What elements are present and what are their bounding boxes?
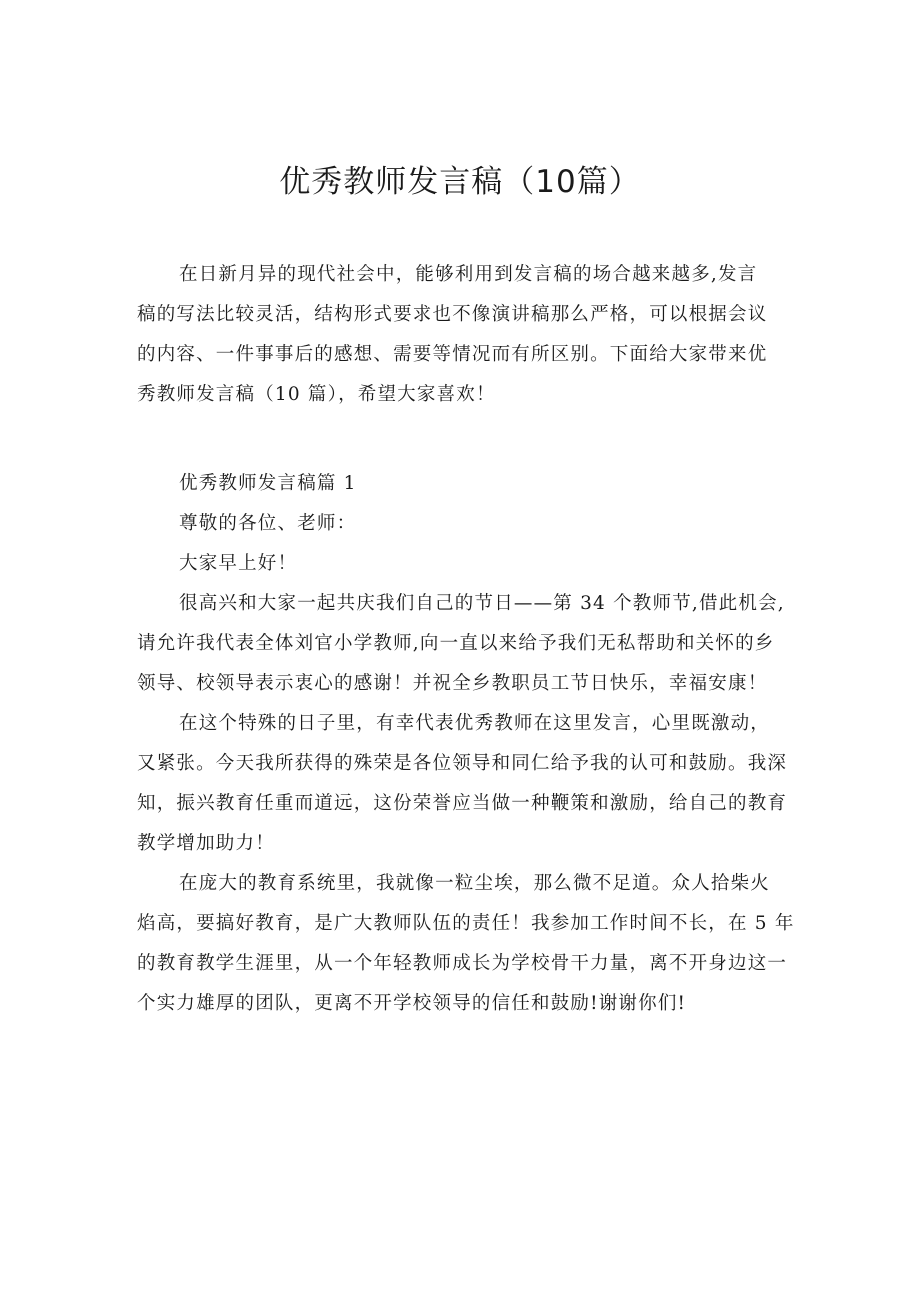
intro-line: 秀教师发言稿（10 篇），希望大家喜欢！ [137, 384, 496, 405]
paragraph-line: 教学增加助力！ [137, 833, 275, 854]
section-heading-text: 优秀教师发言稿篇 1 [179, 473, 357, 494]
salutation-text: 尊敬的各位、老师： [179, 513, 357, 534]
document-body [137, 255, 797, 1024]
section-heading [137, 464, 797, 504]
paragraph-line: 请允许我代表全体刘官小学教师,向一直以来给予我们无私帮助和关怀的乡 [137, 633, 775, 654]
page-title: 优秀教师发言稿（10篇） [279, 164, 641, 200]
body-paragraph-1 [137, 584, 797, 704]
paragraph-line: 很高兴和大家一起共庆我们自己的节日——第 34 个教师节,借此机会, [179, 593, 785, 614]
paragraph-line: 领导、校领导表示衷心的感谢！并祝全乡教职员工节日快乐，幸福安康！ [137, 673, 768, 694]
body-paragraph-3 [137, 864, 797, 1024]
body-paragraph-2 [137, 704, 797, 864]
salutation [137, 504, 797, 544]
greeting [137, 544, 797, 584]
paragraph-line: 的教育教学生涯里，从一个年轻教师成长为学校骨干力量，离不开身边这一 [137, 953, 788, 974]
intro-line: 的内容、一件事事后的感想、需要等情况而有所区别。下面给大家带来优 [137, 344, 768, 365]
paragraph-line: 在庞大的教育系统里，我就像一粒尘埃，那么微不足道。众人拾柴火 [179, 873, 771, 894]
paragraph-line: 焰高，要搞好教育，是广大教师队伍的责任！我参加工作时间不长，在 5 年 [137, 913, 795, 934]
intro-paragraph [137, 255, 797, 415]
greeting-text: 大家早上好！ [179, 553, 298, 574]
paragraph-line: 在这个特殊的日子里，有幸代表优秀教师在这里发言，心里既激动， [179, 713, 771, 734]
intro-line: 在日新月异的现代社会中，能够利用到发言稿的场合越来越多,发言 [179, 264, 758, 285]
paragraph-line: 个实力雄厚的团队，更离不开学校领导的信任和鼓励!谢谢你们! [137, 993, 687, 1014]
paragraph-line: 知，振兴教育任重而道远，这份荣誉应当做一种鞭策和激励，给自己的教育 [137, 793, 788, 814]
intro-line: 稿的写法比较灵活，结构形式要求也不像演讲稿那么严格，可以根据会议 [137, 304, 768, 325]
paragraph-line: 又紧张。今天我所获得的殊荣是各位领导和同仁给予我的认可和鼓励。我深 [137, 753, 788, 774]
